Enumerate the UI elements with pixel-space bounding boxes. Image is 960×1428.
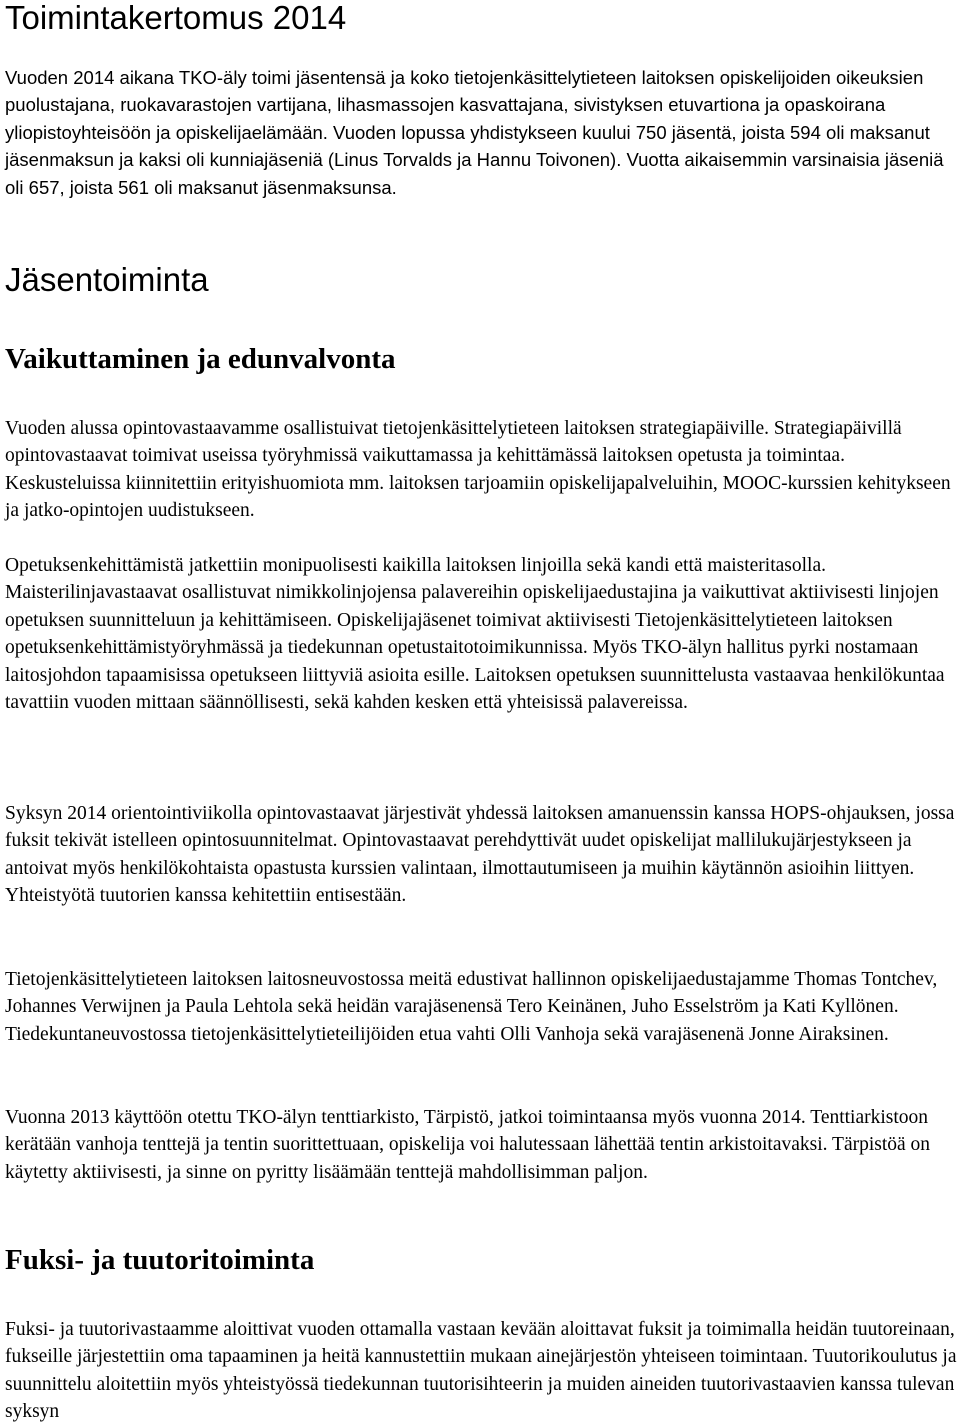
paragraph-strategiapaivat: Vuoden alussa opintovastaavamme osallistuivat tietojenkäsittelytieteen laitoksen strategiapäiville. Strategiapäivillä opintovastaavat toimivat useissa työryhmissä vaikuttamassa ja kehittämässä laitoksen opetusta ja toimintaa. Keskusteluissa kiinnitettiin erityishuomiota mm. laitoksen tarjoamiin opiskelijapalveluihin, MOOC-kurssien kehitykseen ja jatko-opintojen uudistukseen. (5, 418, 951, 522)
paragraph-tarpisto: Vuonna 2013 käyttöön otettu TKO-älyn tenttiarkisto, Tärpistö, jatkoi toimintaansa myös vuonna 2014. Tenttiarkistoon kerätään vanhoja tenttejä ja tentin suorittettuaan, opiskelija voi halutessaan lähettää tentin arkistoitavaksi. Tärpistöä on käytetty aktiivisesti, ja sinne on pyritty lisäämään tenttejä mahdollisimman paljon. (5, 1107, 931, 1183)
subsection-heading-vaikuttaminen: Vaikuttaminen ja edunvalvonta (5, 343, 396, 375)
intro-paragraph: Vuoden 2014 aikana TKO-äly toimi jäsentensä ja koko tietojenkäsittelytieteen laitoksen opiskelijoiden oikeuksien puolustajana, ruokavarastojen vartijana, lihasmassojen kasvattajana, sivistyksen etuvartiona ja opaskoirana yliopistoyhteisöön ja opiskelijaelämään. Vuoden lopussa yhdistykseen kuului 750 jäsentä, joista 594 oli maksanut jäsenmaksun ja kaksi oli kunniajäseniä (Linus Torvalds ja Hannu Toivonen). Vuotta aikaisemmin varsinaisia jäseniä oli 657, joista 561 oli maksanut jäsenmaksunsa. (5, 67, 944, 198)
paragraph-laitosneuvosto: Tietojenkäsittelytieteen laitoksen laitosneuvostossa meitä edustivat hallinnon opiskelijaedustajamme Thomas Tontchev, Johannes Verwijnen ja Paula Lehtola sekä heidän varajäsenensä Tero Keinänen, Juho Esselström ja Kati Kyllönen. Tiedekuntaneuvostossa tietojenkäsittelytieteilijöiden etua vahti Olli Vanhoja sekä varajäsenenä Jonne Airaksinen. (5, 969, 938, 1045)
page-title: Toimintakertomus 2014 (5, 0, 347, 36)
subsection-heading-fuksi-tuutori: Fuksi- ja tuutoritoiminta (5, 1244, 315, 1276)
paragraph-fuksitoiminta: Fuksi- ja tuutorivastaamme aloittivat vuoden ottamalla vastaan kevään aloittavat fuksit ja toimimalla heidän tuutoreinaan, fukseille järjestettiin oma tapaaminen ja heitä kannustettiin mukaan ainejärjestön yhteiseen toimintaan. Tuutorikoulutus ja suunnittelu aloitettiin myös yhteistyössä tiedekunnan tuutorisihteerin ja muiden aineiden tuutorivastaavien kanssa tulevan syksyn (5, 1319, 957, 1423)
section-heading-jasentoiminta: Jäsentoiminta (5, 261, 209, 298)
paragraph-opetuksenkehittaminen: Opetuksenkehittämistä jatkettiin monipuolisesti kaikilla laitoksen linjoilla sekä kandi että maisteritasolla. Maisterilinjavastaavat osallistuvat nimikkolinjojensa palavereihin opiskelijaedustajina ja vaikuttivat aktiivisesti linjojen opetuksen suunnitteluun ja kehittämiseen. Opiskelijajäsenet toimivat aktiivisesti Tietojenkäsittelytieteen laitoksen opetuksenkehittämistyöryhmässä ja tiedekunnan opetustaitotoimikunnissa. Myös TKO-älyn hallitus pyrki nostamaan laitosjohdon tapaamisissa opetukseen liittyviä asioita esille. Laitoksen opetuksen suunnittelusta vastaavaa henkilökuntaa tavattiin vuoden mittaan säännöllisesti, sekä kahden kesken että yhteisissä palavereissa. (5, 555, 945, 714)
paragraph-orientointiviikko: Syksyn 2014 orientointiviikolla opintovastaavat järjestivät yhdessä laitoksen amanuenssin kanssa HOPS-ohjauksen, jossa fuksit tekivät istelleen opintosuunnitelmat. Opintovastaavat perehdyttivät uudet opiskelijat mallilukujärjestykseen ja antoivat myös henkilökohtaista opastusta kurssien valintaan, ilmottautumiseen ja muihin käytännön asioihin liittyen. Yhteistyötä tuutorien kanssa kehitettiin entisestään. (5, 803, 955, 907)
